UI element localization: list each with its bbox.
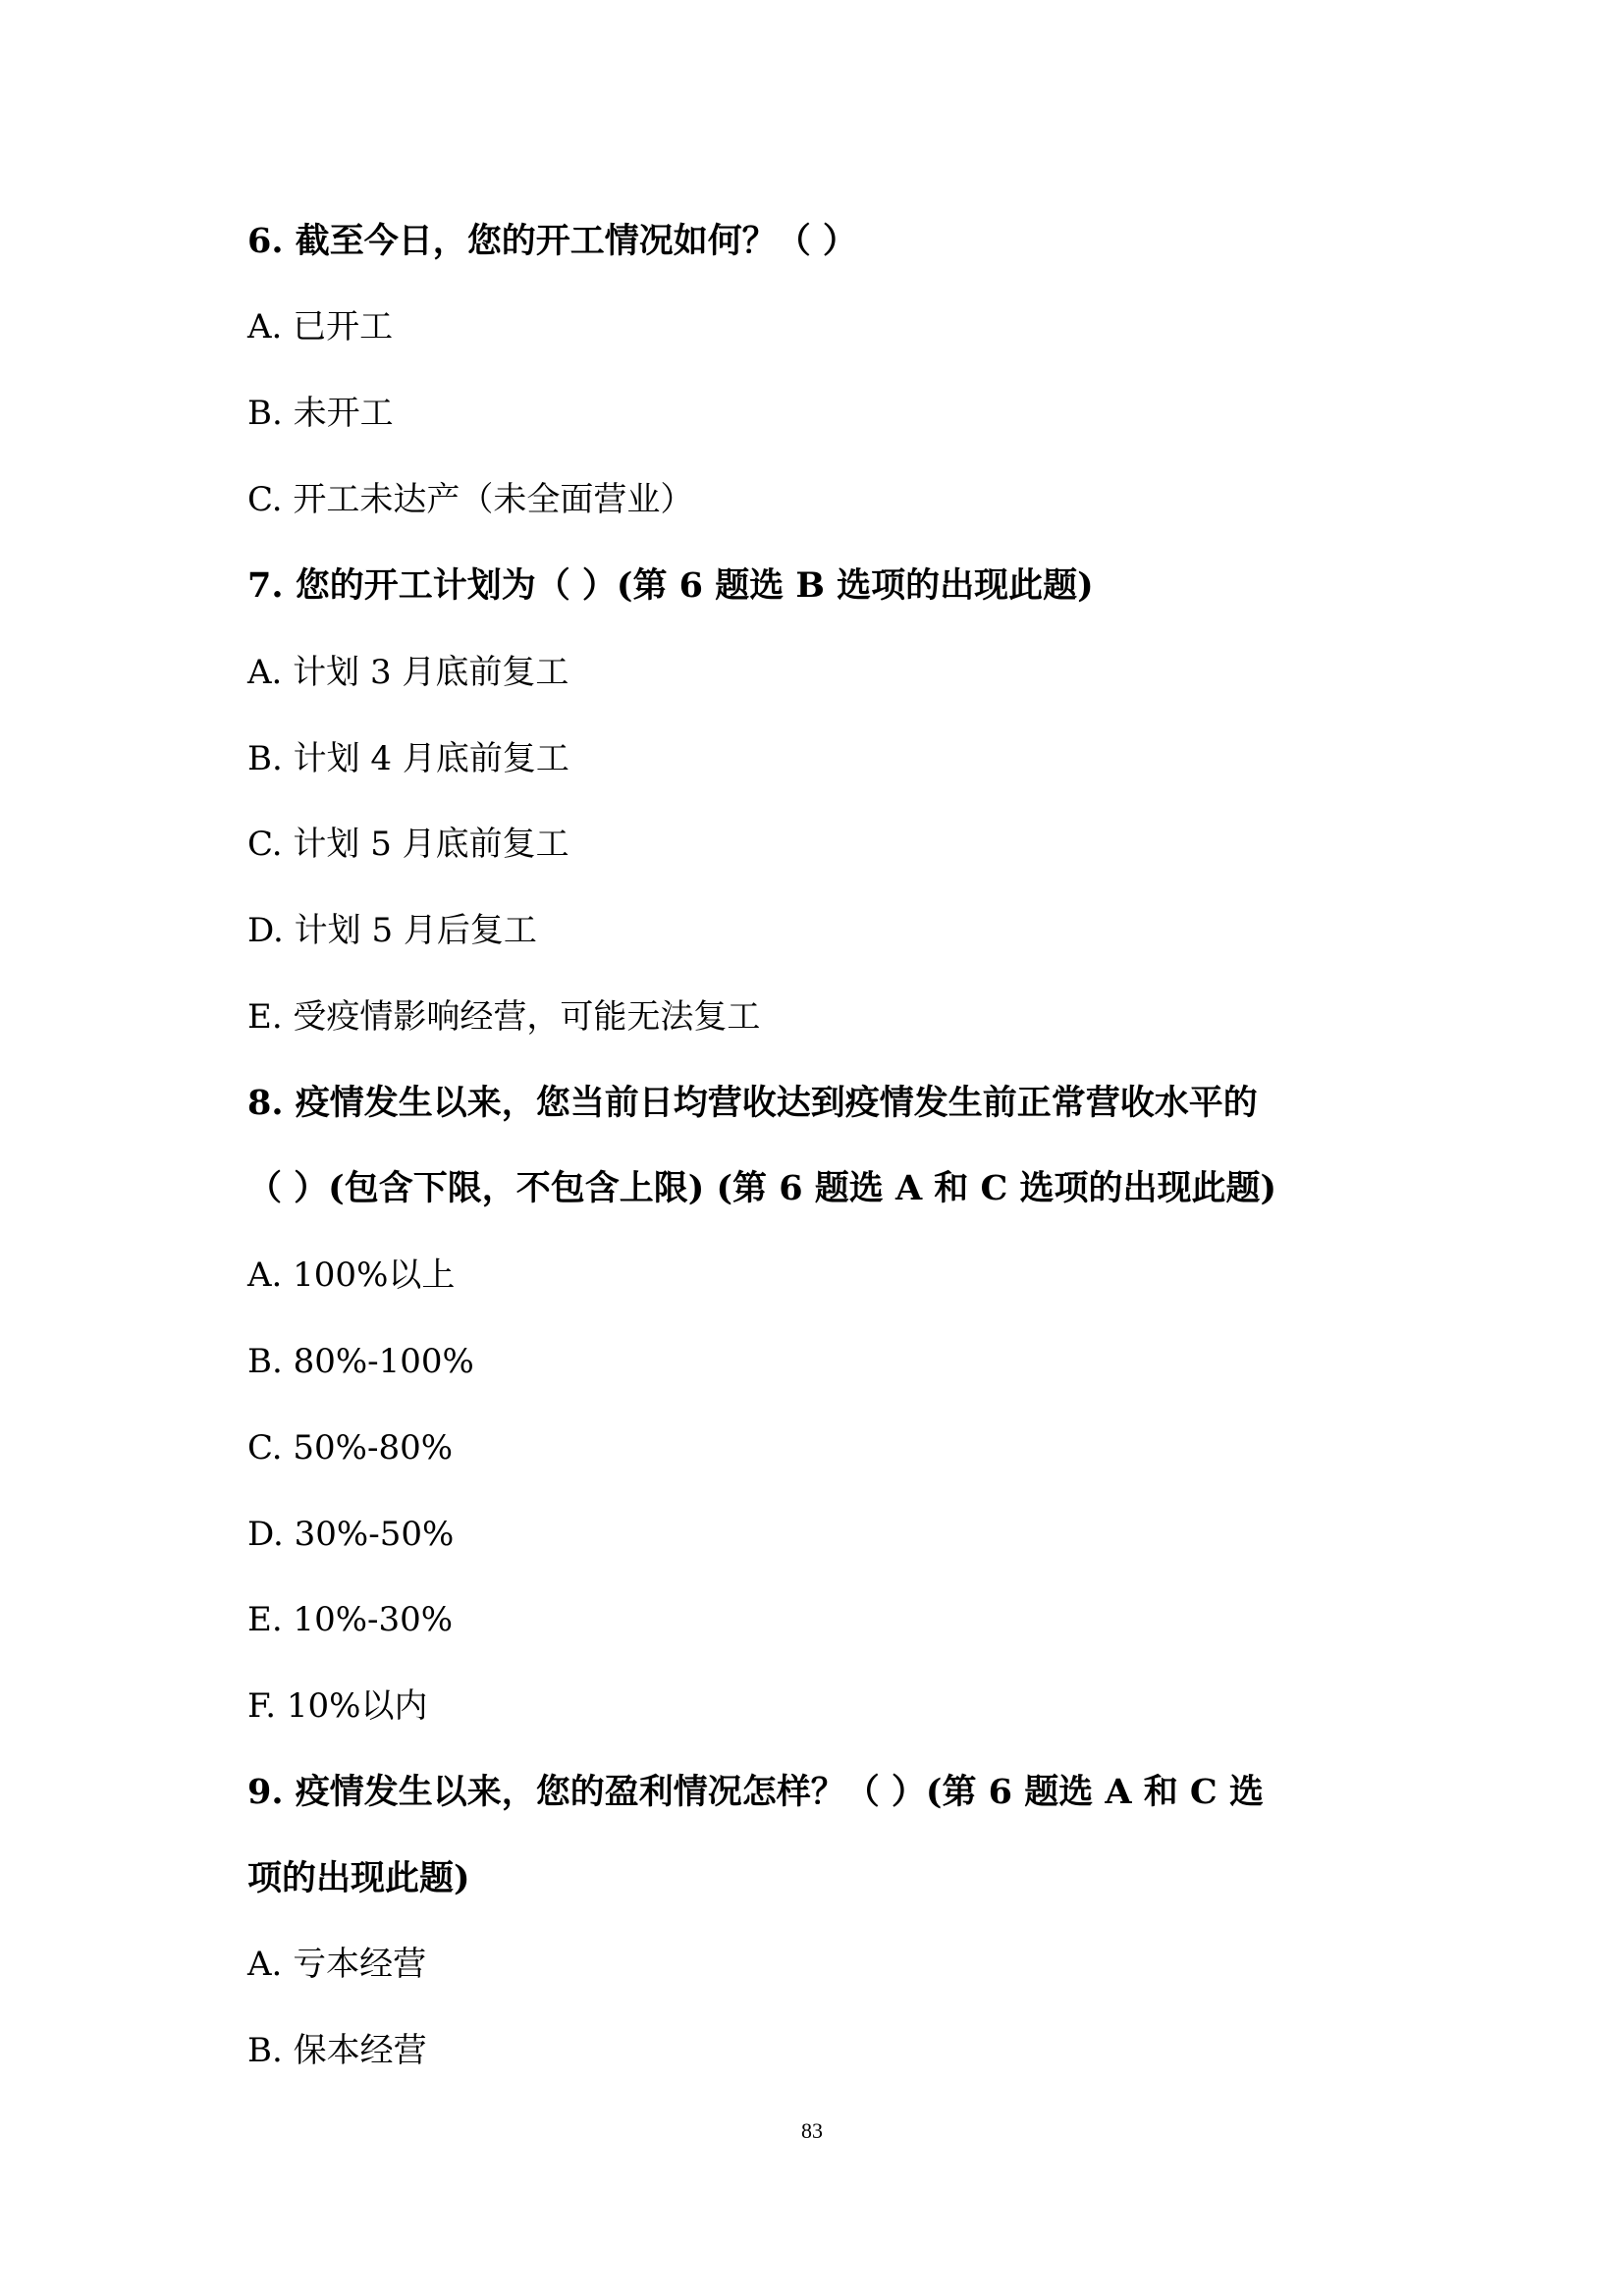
question-8-option-c: C. 50%-80%	[247, 1428, 454, 1468]
question-6-option-a: A. 已开工	[247, 307, 394, 347]
question-8-option-b: B. 80%-100%	[247, 1342, 474, 1381]
question-8-option-d: D. 30%-50%	[247, 1515, 455, 1554]
question-7-option-b: B. 计划 4 月底前复工	[247, 739, 569, 778]
question-7-title: 7. 您的开工计划为（ ）(第 6 题选 B 选项的出现此题)	[247, 565, 1094, 606]
question-6-option-b: B. 未开工	[247, 394, 394, 433]
question-8-option-e: E. 10%-30%	[247, 1600, 454, 1639]
question-8-title-line1: 8. 疫情发生以来，您当前日均营收达到疫情发生前正常营收水平的	[247, 1083, 1258, 1123]
question-7-option-c: C. 计划 5 月底前复工	[247, 825, 569, 864]
question-7-option-e: E. 受疫情影响经营，可能无法复工	[247, 997, 761, 1037]
question-8-option-f: F. 10%以内	[247, 1686, 428, 1726]
question-8-option-a: A. 100%以上	[247, 1255, 456, 1295]
question-8-title-line2: （ ）(包含下限，不包含上限) (第 6 题选 A 和 C 选项的出现此题)	[247, 1168, 1277, 1208]
question-9-title-line1: 9. 疫情发生以来，您的盈利情况怎样？（ ）(第 6 题选 A 和 C 选	[247, 1772, 1264, 1812]
question-9-title-line2: 项的出现此题)	[247, 1858, 470, 1898]
question-6-option-c: C. 开工未达产（未全面营业）	[247, 480, 694, 519]
question-9-option-b: B. 保本经营	[247, 2031, 427, 2070]
question-9-option-a: A. 亏本经营	[247, 1945, 427, 1984]
question-7-option-d: D. 计划 5 月后复工	[247, 911, 537, 950]
page-number: 83	[801, 2118, 823, 2143]
question-6-title: 6. 截至今日，您的开工情况如何？（ ）	[247, 221, 857, 261]
question-7-option-a: A. 计划 3 月底前复工	[247, 653, 569, 692]
